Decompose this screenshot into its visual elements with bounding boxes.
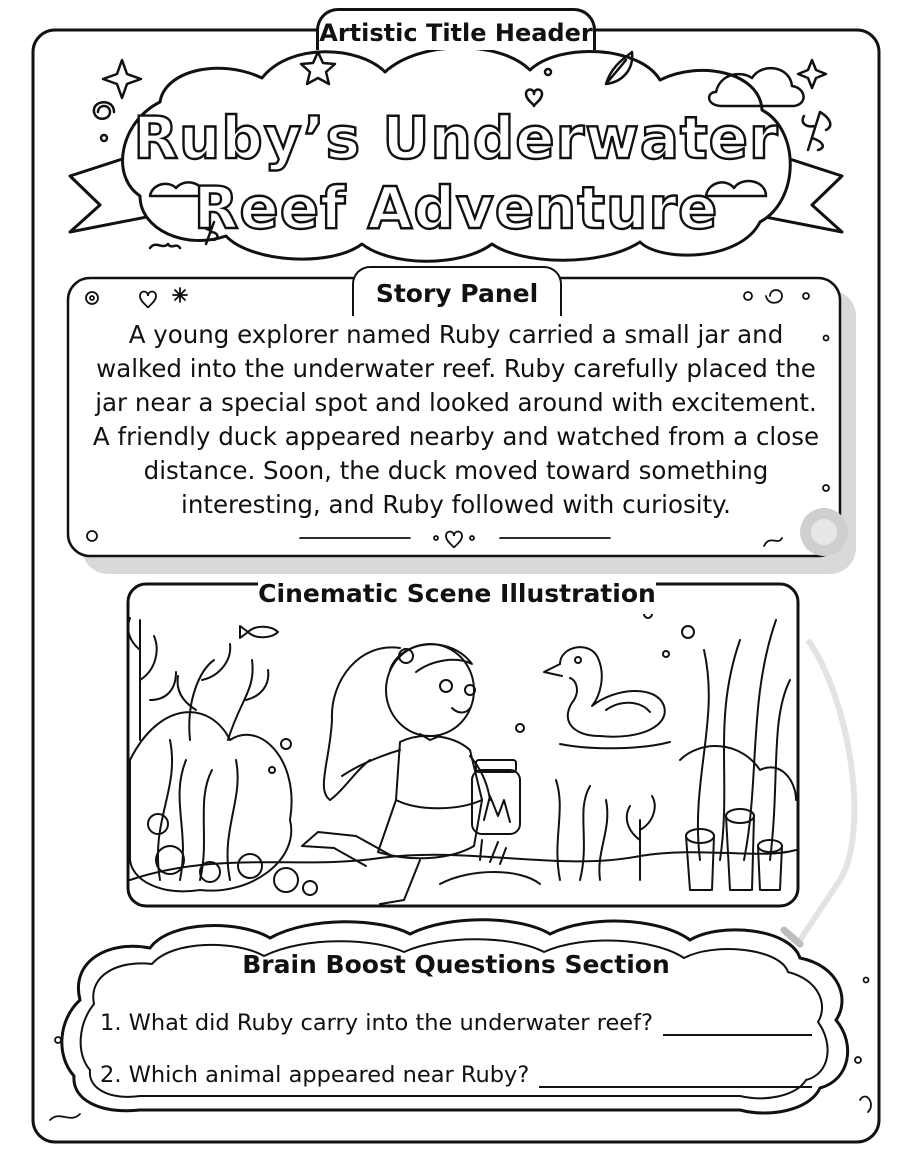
- sparkle-icon: [103, 60, 141, 98]
- dot-decoration: [101, 135, 107, 141]
- answer-line-2[interactable]: [539, 1064, 812, 1088]
- bubble-decoration: [855, 1057, 861, 1063]
- flower-icon: [173, 288, 187, 302]
- story-text: A young explorer named Ruby carried a small jar and walked into the underwater reef. Ruby carefully placed the jar near a special spot and looked around with excitement. A friendly duck appeared nearby and watched from a close distance. Soon, the duck moved toward something interesting, and Ruby followed with curiosity.: [92, 320, 820, 519]
- title-line-1: Ruby’s Underwater: [133, 104, 779, 172]
- leaf-icon: [803, 112, 831, 150]
- page-curl-shadow: [800, 640, 854, 940]
- swirl-icon: [860, 1097, 871, 1112]
- question-1: [100, 1010, 812, 1036]
- sparkle-icon: [798, 60, 826, 88]
- scene-label: Cinematic Scene Illustration: [258, 574, 656, 614]
- bubble-decoration: [864, 978, 869, 983]
- header-tab-label: Artistic Title Header: [316, 8, 596, 50]
- swirl-icon: [94, 102, 114, 119]
- title-line-2: Reef Adventure: [193, 174, 719, 242]
- answer-line-1[interactable]: [663, 1012, 812, 1036]
- question-2: [100, 1062, 812, 1088]
- squiggle-decoration: [150, 244, 180, 248]
- bubble-decoration: [55, 1037, 61, 1043]
- questions-title: Brain Boost Questions Section: [242, 950, 670, 979]
- bubble-shadow-decoration: [811, 519, 837, 545]
- question-1-text: 1. What did Ruby carry into the underwater reef?: [100, 1010, 654, 1036]
- question-2-text: 2. Which animal appeared near Ruby?: [100, 1062, 530, 1088]
- story-panel-label: Story Panel: [352, 266, 562, 316]
- squiggle-decoration: [50, 1114, 80, 1120]
